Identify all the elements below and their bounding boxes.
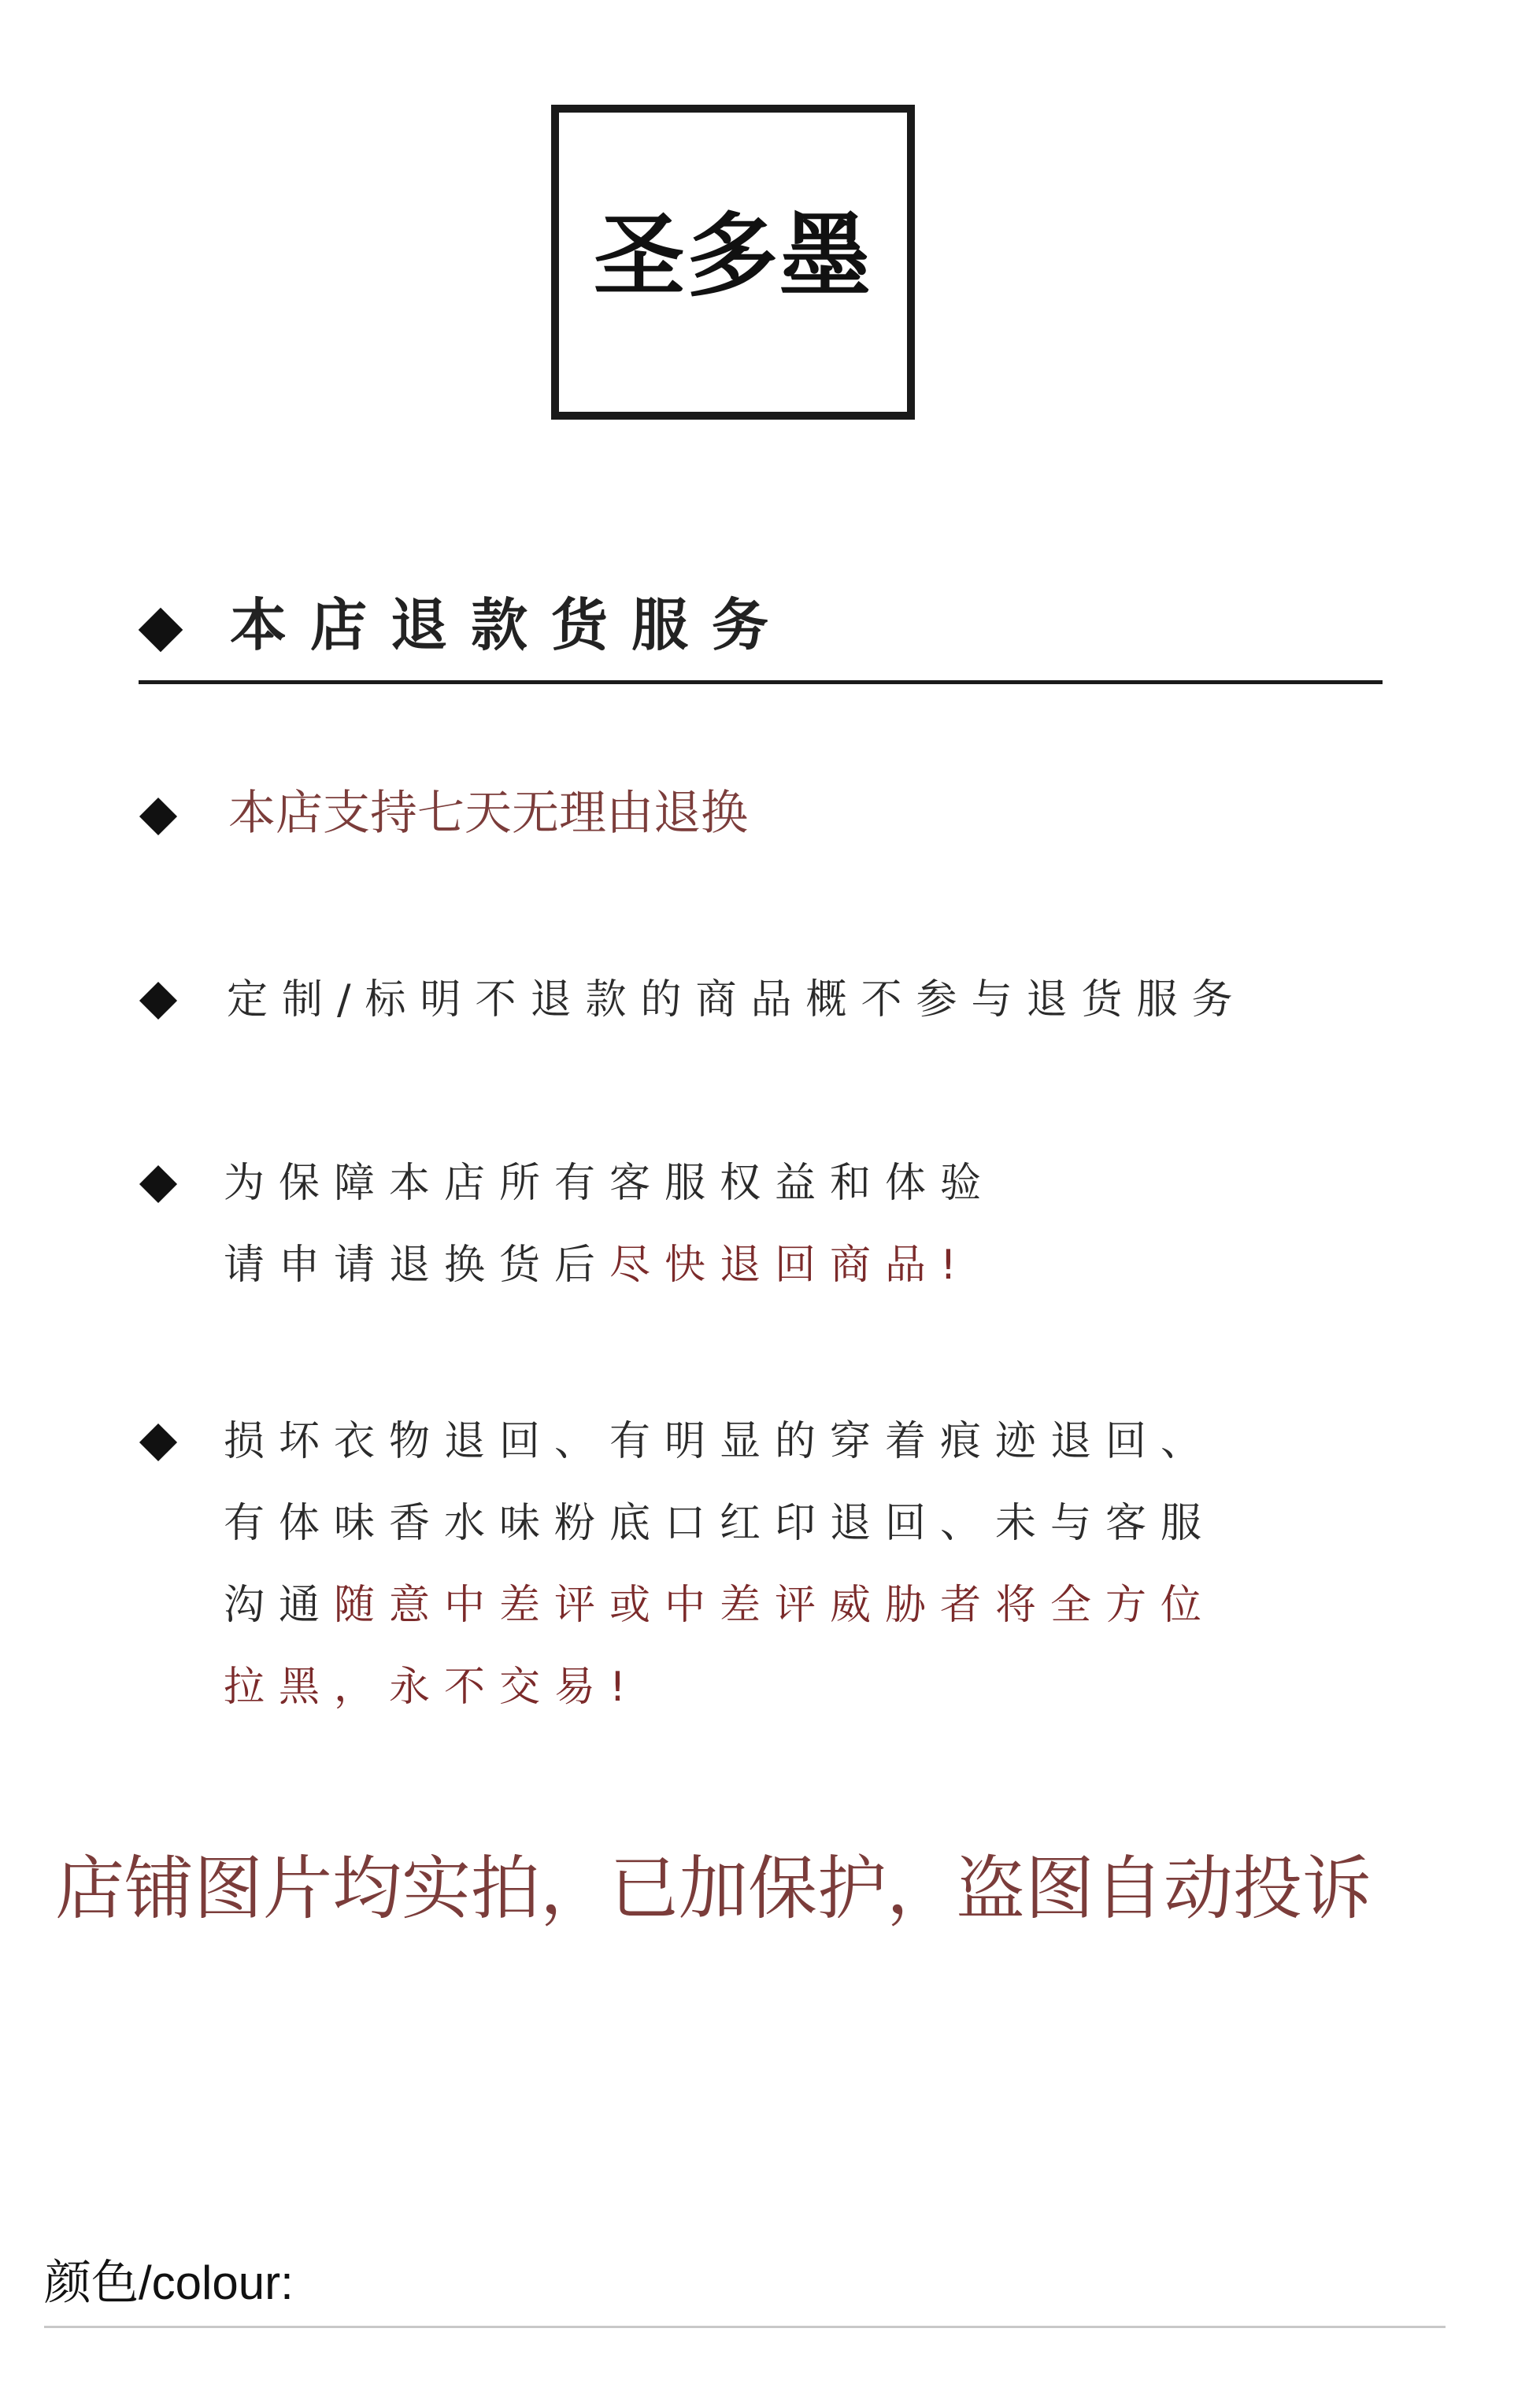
policy-service-line-2 — [224, 1242, 971, 1289]
policy-damage-line-1: 损坏衣物退回、有明显的穿着痕迹退回、 — [224, 1418, 1216, 1465]
policy-damage-line-3-accent: 随意中差评或中差评威胁者将全方位 — [334, 1582, 1216, 1629]
colour-label: 颜色/colour: — [44, 2256, 294, 2309]
policy-service-line-2-accent: 尽快退回商品! — [609, 1242, 971, 1289]
diamond-bullet-icon — [139, 1165, 177, 1203]
policy-damage-line-2: 有体味香水味粉底口红印退回、未与客服 — [224, 1500, 1216, 1547]
policy-damage-line-4: 拉黑，永不交易! — [224, 1664, 640, 1711]
heading-divider — [139, 680, 1383, 684]
policy-damage-line-3-plain: 沟通 — [224, 1582, 335, 1629]
brand-logo — [551, 105, 915, 420]
photo-protection-notice: 店铺图片均实拍，已加保护，盗图自动投诉 — [55, 1848, 1372, 1929]
colour-divider — [44, 2326, 1446, 2328]
diamond-bullet-icon — [139, 608, 183, 653]
policy-service-line-1: 为保障本店所有客服权益和体验 — [224, 1160, 996, 1207]
policy-damage-line-3 — [224, 1582, 1216, 1629]
diamond-bullet-icon — [139, 1423, 177, 1461]
section-heading: 本店退款货服务 — [230, 592, 793, 658]
policy-seven-day-return: 本店支持七天无理由退换 — [228, 786, 748, 841]
diamond-bullet-icon — [139, 798, 177, 835]
policy-service-line-2-plain: 请申请退换货后 — [224, 1242, 610, 1289]
policy-custom-no-return: 定制/标明不退款的商品概不参与退货服务 — [227, 976, 1247, 1024]
brand-logo-text: 圣多墨 — [594, 203, 872, 309]
diamond-bullet-icon — [139, 982, 177, 1020]
